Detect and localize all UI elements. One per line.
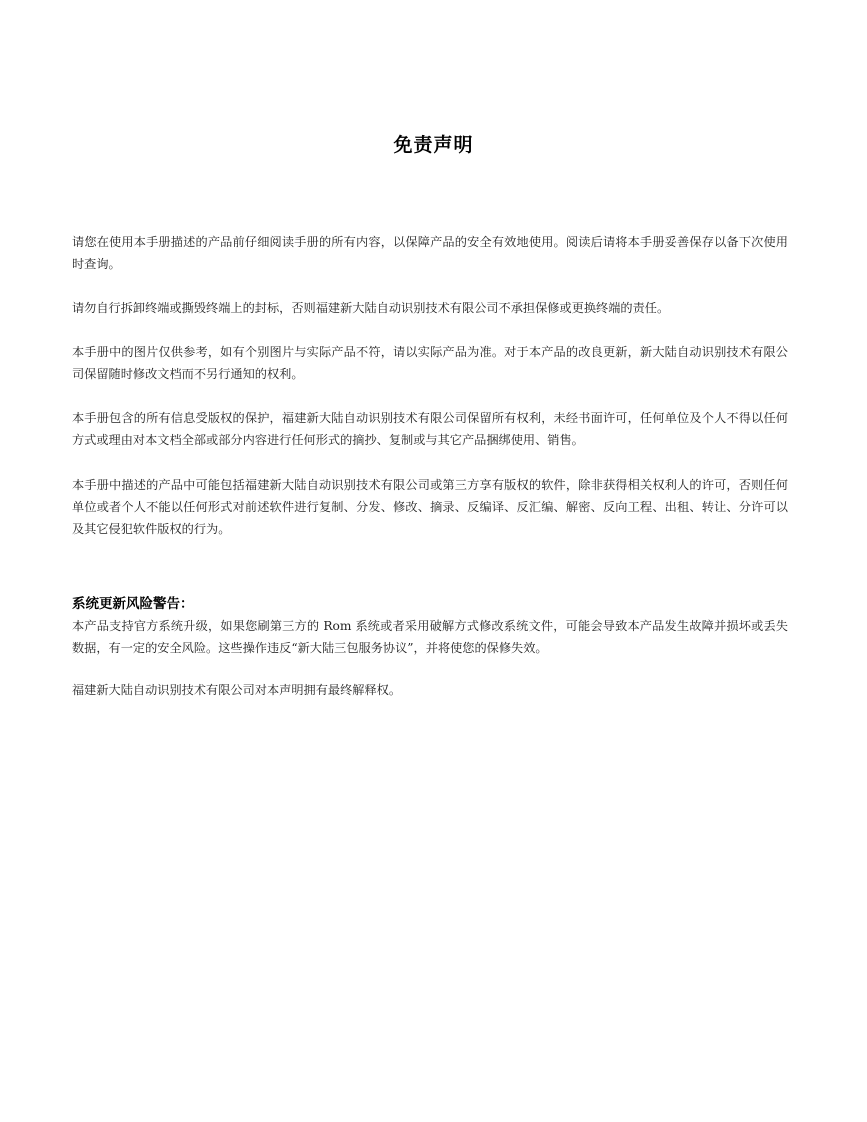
paragraph-usage-notice: 请您在使用本手册描述的产品前仔细阅读手册的所有内容，以保障产品的安全有效地使用。阅读后请将本手册妥善保存以备下次使用时查询。	[72, 235, 788, 271]
warning-heading: 系统更新风险警告：	[72, 596, 194, 612]
paragraph-image-notice: 本手册中的图片仅供参考，如有个别图片与实际产品不符，请以实际产品为准。对于本产品的改良更新，新大陆自动识别技术有限公司保留随时修改文档而不另行通知的权利。	[72, 345, 788, 381]
paragraph-copyright-notice: 本手册包含的所有信息受版权的保护，福建新大陆自动识别技术有限公司保留所有权利，未经书面许可，任何单位及个人不得以任何方式或理由对本文档全部或部分内容进行任何形式的摘抄、复制或与其它产品捆绑使用、销售。	[72, 411, 788, 447]
paragraph-software-notice: 本手册中描述的产品中可能包括福建新大陆自动识别技术有限公司或第三方享有版权的软件，除非获得相关权利人的许可，否则任何单位或者个人不能以任何形式对前述软件进行复制、分发、修改、摘录、反编译、反汇编、解密、反向工程、出租、转让、分许可以及其它侵犯软件版权的行为。	[72, 478, 788, 536]
page-title: 免责声明	[393, 134, 474, 156]
warning-text: 本产品支持官方系统升级，如果您刷第三方的 Rom 系统或者采用破解方式修改系统文件，可能会导致本产品发生故障并损坏或丢失数据，有一定的安全风险。这些操作违反“新大陆三包服务协议”，并将使您的保修失效。	[72, 619, 788, 655]
final-statement: 福建新大陆自动识别技术有限公司对本声明拥有最终解释权。	[72, 683, 402, 697]
paragraph-seal-notice: 请勿自行拆卸终端或撕毁终端上的封标，否则福建新大陆自动识别技术有限公司不承担保修或更换终端的责任。	[72, 301, 670, 315]
